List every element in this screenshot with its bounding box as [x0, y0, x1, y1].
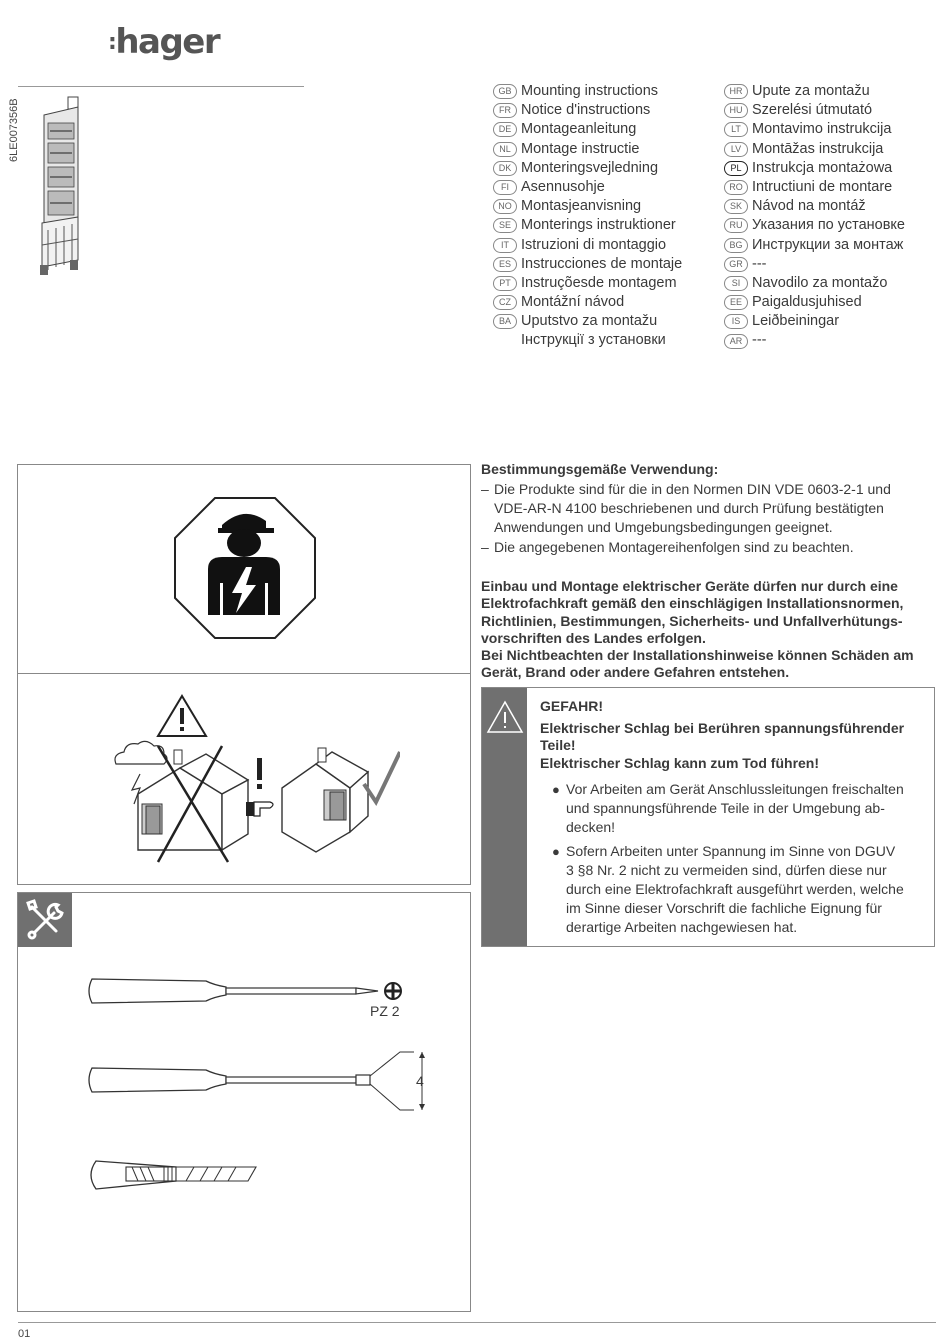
language-code-badge: GB [493, 84, 517, 99]
language-label: Leiðbeiningar [752, 313, 840, 330]
danger-bar [482, 688, 527, 946]
language-label: --- [752, 332, 767, 349]
danger-bullet-line: und spannungsführende Teile in der Umgebung ab- [566, 800, 885, 817]
language-label: Monterings instruktioner [521, 217, 676, 234]
qualified-electrician-panel [17, 464, 471, 674]
language-code-badge: HU [724, 103, 748, 118]
usage-item [481, 480, 931, 538]
language-label: Notice d'instructions [521, 102, 651, 119]
language-code-badge: CZ [493, 295, 517, 310]
language-label: Montage instructie [521, 140, 640, 157]
language-item [724, 216, 905, 235]
danger-bullet-line: derartige Arbeiten nachgewiesen hat. [566, 919, 798, 936]
usage-heading: Bestimmungsgemäße Verwendung: [481, 461, 719, 477]
usage-line: Die angegebenen Montagereihenfolgen sind zu beachten. [494, 538, 854, 555]
language-code-badge: LT [724, 122, 748, 137]
language-code-badge: PL [724, 161, 748, 176]
language-code-badge: RO [724, 180, 748, 195]
language-label: Instruçõesde montagem [521, 274, 677, 291]
language-label: Istruzioni di montaggio [521, 236, 667, 253]
language-code-badge: ES [493, 257, 517, 272]
product-rail-illustration [38, 95, 84, 280]
danger-bullet-line: Sofern Arbeiten unter Spannung im Sinne von DGUV [566, 842, 896, 859]
doc-number: 6LE007356B [8, 98, 20, 162]
language-item [724, 331, 905, 350]
language-item [493, 331, 682, 350]
usage-line: VDE-AR-N 4100 beschriebenen und durch Prüfung bestätigten [494, 500, 884, 517]
danger-bullet-item [552, 842, 926, 938]
language-code-badge [493, 334, 517, 349]
pz-label: PZ 2 [370, 1003, 400, 1019]
language-item [493, 216, 682, 235]
language-item [493, 274, 682, 293]
danger-bullet-line: durch eine Elektrofachkraft ausgeführt werden, welche [566, 881, 904, 898]
language-label: Intructiuni de montare [752, 178, 893, 195]
language-code-badge: SK [724, 199, 748, 214]
language-code-badge: NL [493, 142, 517, 157]
page-number: 01 [18, 1328, 31, 1340]
danger-bullet-line: decken! [566, 819, 616, 836]
danger-bullet-line: im Sinne dieser Vorschrift die fachliche Eignung für [566, 900, 882, 917]
language-item [493, 197, 682, 216]
language-code-badge: FR [493, 103, 517, 118]
language-code-badge: RU [724, 218, 748, 233]
language-label: Montageanleitung [521, 121, 637, 138]
language-item [493, 293, 682, 312]
language-item [493, 101, 682, 120]
language-item [724, 140, 905, 159]
danger-bullets [552, 780, 926, 942]
usage-line: Die Produkte sind für die in den Normen DIN VDE 0603-2-1 und [494, 481, 891, 497]
notice-line: Gerät, Brand oder andere Gefahren entstehen. [481, 664, 790, 681]
language-item [724, 101, 905, 120]
language-item [493, 159, 682, 178]
notice-line: Einbau und Montage elektrischer Geräte dürfen nur durch eine [481, 578, 898, 594]
language-item [724, 159, 905, 178]
flat-size-label: 4 [416, 1073, 424, 1089]
language-code-badge: IS [724, 314, 748, 329]
language-item [724, 236, 905, 255]
notice-line: Bei Nichtbeachten der Installationshinweise können Schäden am [481, 647, 914, 664]
danger-bullet-item [552, 780, 926, 838]
language-item [724, 255, 905, 274]
footer-divider [18, 1322, 936, 1323]
language-label: Monteringsvejledning [521, 159, 659, 176]
language-list-right [724, 82, 905, 351]
language-label: Montavimo instrukcija [752, 121, 892, 138]
language-item [493, 312, 682, 331]
danger-subtitle [540, 720, 930, 772]
language-item [493, 236, 682, 255]
language-item [493, 82, 682, 101]
language-label: Upute za montažu [752, 83, 870, 99]
danger-bullet-line: 3 §8 Nr. 2 nicht zu vermeiden sind, dürfen diese nur [566, 861, 887, 878]
notice-line: Richtlinien, Bestimmungen, Sicherheits- und Unfallverhütungs- [481, 612, 903, 629]
language-code-badge: BG [724, 238, 748, 253]
bullet-dot: ● [552, 782, 560, 797]
usage-dash: – [481, 538, 489, 555]
language-label: Montāžas instrukcija [752, 140, 884, 157]
disconnect-before-work-illustration [110, 692, 400, 867]
language-item [724, 197, 905, 216]
language-code-badge: NO [493, 199, 517, 214]
installer-notice [481, 578, 941, 682]
language-label: Návod na montáž [752, 198, 866, 215]
header-divider [18, 86, 304, 87]
danger-bullet-line: Vor Arbeiten am Gerät Anschlussleitungen freischalten [566, 781, 904, 797]
language-item [724, 82, 905, 101]
language-code-badge: SE [493, 218, 517, 233]
usage-list [481, 480, 931, 557]
notice-line: vorschriften des Landes erfolgen. [481, 629, 706, 646]
language-label: Szerelési útmutató [752, 102, 873, 119]
danger-subtitle-line: Elektrischer Schlag kann zum Tod führen! [540, 754, 820, 771]
language-code-badge: PT [493, 276, 517, 291]
warning-triangle-icon [486, 700, 524, 734]
language-item [493, 140, 682, 159]
language-label: Uputstvo za montažu [521, 313, 658, 330]
language-code-badge: BA [493, 314, 517, 329]
danger-box [481, 687, 935, 947]
language-item [724, 178, 905, 197]
bullet-dot: ● [552, 843, 560, 859]
language-label: Montážní návod [521, 294, 625, 311]
language-item [724, 120, 905, 139]
usage-line: Anwendungen und Umgebungsbedingungen geeignet. [494, 519, 833, 536]
language-label: Navodilo za montažo [752, 274, 888, 291]
tools-icon [18, 893, 72, 947]
language-label: Instrukcja montażowa [752, 159, 893, 176]
language-label: Asennusohje [521, 178, 605, 195]
danger-subtitle-line: Teile! [540, 737, 576, 754]
disconnect-warning-panel [17, 673, 471, 885]
language-item [493, 178, 682, 197]
language-label: --- [752, 255, 767, 272]
tools-panel [17, 892, 471, 1312]
language-item [493, 120, 682, 139]
language-list-left [493, 82, 682, 351]
language-label: Инструкции за монтаж [752, 236, 904, 253]
language-label: Paigaldusjuhised [752, 294, 862, 311]
usage-item [481, 538, 931, 557]
language-code-badge: SI [724, 276, 748, 291]
language-label: Інструкції з установки [521, 332, 666, 349]
language-label: Montasjeanvisning [521, 198, 642, 215]
utility-knife-icon [86, 1155, 266, 1195]
language-label: Instrucciones de montaje [521, 255, 683, 272]
language-label: Указания по установке [752, 217, 905, 234]
electrician-icon [174, 497, 316, 639]
language-code-badge: DK [493, 161, 517, 176]
flat-screwdriver-icon [86, 1048, 436, 1118]
language-code-badge: FI [493, 180, 517, 195]
language-label: Mounting instructions [521, 83, 659, 99]
language-code-badge: IT [493, 238, 517, 253]
language-code-badge: HR [724, 84, 748, 99]
language-item [724, 312, 905, 331]
language-code-badge: AR [724, 334, 748, 349]
usage-dash: – [481, 481, 489, 497]
phillips-screwdriver-icon [86, 971, 406, 1011]
language-code-badge: EE [724, 295, 748, 310]
language-item [493, 255, 682, 274]
language-code-badge: LV [724, 142, 748, 157]
language-item [724, 293, 905, 312]
danger-title: GEFAHR! [540, 698, 603, 714]
danger-subtitle-line: Elektrischer Schlag bei Berühren spannungsführender [540, 720, 905, 736]
language-code-badge: GR [724, 257, 748, 272]
language-item [724, 274, 905, 293]
notice-line: Elektrofachkraft gemäß den einschlägigen Installationsnormen, [481, 595, 904, 612]
hager-logo: :hager [108, 22, 220, 62]
language-code-badge: DE [493, 122, 517, 137]
